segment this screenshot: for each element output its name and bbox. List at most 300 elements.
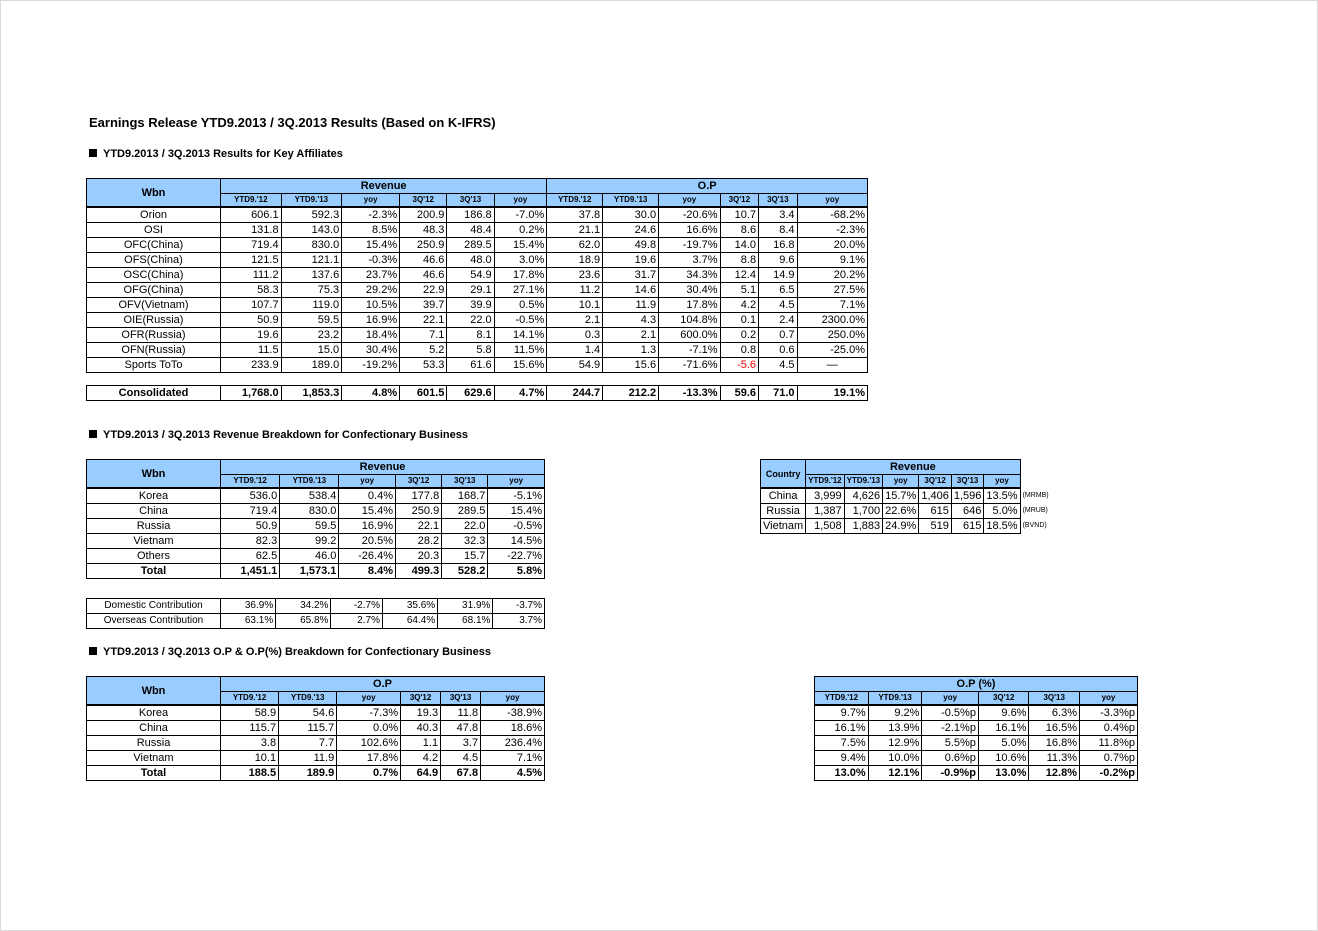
table-cell: 15.4% bbox=[494, 238, 547, 253]
table-cell: 7.1 bbox=[400, 328, 447, 343]
row-label: Domestic Contribution bbox=[87, 599, 221, 614]
column-header: 3Q'13 bbox=[442, 475, 488, 489]
table-cell: 830.0 bbox=[281, 238, 342, 253]
op-breakdown-table bbox=[86, 676, 545, 781]
table-cell: 19.1% bbox=[797, 386, 867, 401]
table-cell: 212.2 bbox=[603, 386, 659, 401]
table-cell: 19.3 bbox=[401, 705, 441, 721]
table-cell: 289.5 bbox=[447, 238, 494, 253]
table-cell: 11.5 bbox=[221, 343, 282, 358]
table-cell: 592.3 bbox=[281, 207, 342, 223]
table-cell: 10.5% bbox=[342, 298, 400, 313]
table-cell: 54.6 bbox=[279, 705, 337, 721]
row-label: China bbox=[761, 488, 806, 504]
table-cell: 250.9 bbox=[396, 504, 442, 519]
affiliates-table bbox=[86, 178, 868, 401]
table-cell: 0.1 bbox=[720, 313, 758, 328]
column-header: yoy bbox=[342, 194, 400, 208]
table-cell: 27.1% bbox=[494, 283, 547, 298]
document-title: Earnings Release YTD9.2013 / 3Q.2013 Results (Based on K-IFRS) bbox=[89, 115, 496, 130]
column-header: 3Q'12 bbox=[400, 194, 447, 208]
table-cell: 5.5%p bbox=[922, 736, 979, 751]
table-cell: 15.7% bbox=[883, 488, 919, 504]
table-cell: 12.4 bbox=[720, 268, 758, 283]
table-cell: 59.6 bbox=[720, 386, 758, 401]
table-row bbox=[87, 283, 868, 298]
table-row bbox=[87, 207, 868, 223]
table-row bbox=[87, 534, 545, 549]
table-cell: 64.9 bbox=[401, 766, 441, 781]
table-cell: 22.6% bbox=[883, 504, 919, 519]
table-cell: 4.5 bbox=[759, 358, 797, 373]
table-cell: 646 bbox=[951, 504, 984, 519]
column-header: 3Q'13 bbox=[447, 194, 494, 208]
table-cell: 9.7% bbox=[815, 705, 869, 721]
table-row bbox=[87, 564, 545, 579]
table-cell: 68.1% bbox=[438, 614, 493, 629]
table-cell: 11.2 bbox=[547, 283, 603, 298]
table-cell: 13.9% bbox=[868, 721, 922, 736]
column-header: yoy bbox=[922, 692, 979, 706]
column-header: YTD9.'13 bbox=[603, 194, 659, 208]
table-cell: 0.6 bbox=[759, 343, 797, 358]
table-cell: 65.8% bbox=[276, 614, 331, 629]
table-cell: 16.6% bbox=[659, 223, 720, 238]
table-cell: 14.5% bbox=[488, 534, 545, 549]
table-row bbox=[761, 504, 1051, 519]
table-cell: 31.9% bbox=[438, 599, 493, 614]
table-row bbox=[815, 705, 1138, 721]
table-cell: 21.1 bbox=[547, 223, 603, 238]
table-cell: -5.1% bbox=[488, 488, 545, 504]
table-cell: 16.8 bbox=[759, 238, 797, 253]
table-row bbox=[87, 223, 868, 238]
table-cell: 15.6 bbox=[603, 358, 659, 373]
table-cell: 104.8% bbox=[659, 313, 720, 328]
table-cell: 19.6 bbox=[603, 253, 659, 268]
table-cell: 10.7 bbox=[720, 207, 758, 223]
table-cell: 9.6 bbox=[759, 253, 797, 268]
table-cell: 20.3 bbox=[396, 549, 442, 564]
section3-heading-text: YTD9.2013 / 3Q.2013 O.P & O.P(%) Breakdown for Confectionary Business bbox=[103, 646, 491, 658]
section3-heading bbox=[89, 646, 491, 658]
table-cell: 11.9 bbox=[279, 751, 337, 766]
table-cell: 39.9 bbox=[447, 298, 494, 313]
table-cell: 48.0 bbox=[447, 253, 494, 268]
table-cell: 9.2% bbox=[868, 705, 922, 721]
row-label: OFN(Russia) bbox=[87, 343, 221, 358]
table-cell: 189.0 bbox=[281, 358, 342, 373]
table-cell: -0.2%p bbox=[1080, 766, 1138, 781]
column-header: yoy bbox=[1080, 692, 1138, 706]
table-row bbox=[815, 751, 1138, 766]
revenue-group-header: Revenue bbox=[806, 460, 1020, 475]
table-row bbox=[87, 766, 545, 781]
column-header: YTD9.'12 bbox=[221, 475, 280, 489]
table-cell: 30.4% bbox=[659, 283, 720, 298]
column-header: 3Q'12 bbox=[919, 475, 952, 489]
table-cell: 27.5% bbox=[797, 283, 867, 298]
bullet-square-icon bbox=[89, 149, 97, 157]
table-cell: 5.8 bbox=[447, 343, 494, 358]
table-cell: 58.9 bbox=[221, 705, 279, 721]
table-cell: 62.5 bbox=[221, 549, 280, 564]
column-header: yoy bbox=[339, 475, 396, 489]
table-cell: 14.6 bbox=[603, 283, 659, 298]
row-label: OFG(China) bbox=[87, 283, 221, 298]
table-cell: 22.1 bbox=[396, 519, 442, 534]
column-header: yoy bbox=[984, 475, 1020, 489]
table-cell: 5.0% bbox=[984, 504, 1020, 519]
table-cell: 24.9% bbox=[883, 519, 919, 534]
table-cell: -19.2% bbox=[342, 358, 400, 373]
column-header: YTD9.'13 bbox=[280, 475, 339, 489]
column-header: yoy bbox=[883, 475, 919, 489]
table-cell: 49.8 bbox=[603, 238, 659, 253]
column-header: YTD9.'13 bbox=[279, 692, 337, 706]
table-row bbox=[87, 268, 868, 283]
table-cell: -71.6% bbox=[659, 358, 720, 373]
table-cell: 15.4% bbox=[339, 504, 396, 519]
unit-label: (MRMB) bbox=[1022, 491, 1049, 499]
table-cell: 536.0 bbox=[221, 488, 280, 504]
table-cell: 23.7% bbox=[342, 268, 400, 283]
table-cell: -3.7% bbox=[493, 599, 545, 614]
row-label: Total bbox=[87, 766, 221, 781]
table-row bbox=[87, 614, 545, 629]
column-header: YTD9.'12 bbox=[547, 194, 603, 208]
table-cell: 40.3 bbox=[401, 721, 441, 736]
table-cell: 30.4% bbox=[342, 343, 400, 358]
column-header: yoy bbox=[481, 692, 545, 706]
table-cell: 23.6 bbox=[547, 268, 603, 283]
bullet-square-icon bbox=[89, 647, 97, 655]
row-label: OFS(China) bbox=[87, 253, 221, 268]
table-cell: 3.7% bbox=[659, 253, 720, 268]
table-cell: -7.0% bbox=[494, 207, 547, 223]
table-cell: 4.3 bbox=[603, 313, 659, 328]
table-cell: 82.3 bbox=[221, 534, 280, 549]
table-cell: -20.6% bbox=[659, 207, 720, 223]
table-cell: 4.2 bbox=[401, 751, 441, 766]
table-cell: 606.1 bbox=[221, 207, 282, 223]
column-header: 3Q'12 bbox=[396, 475, 442, 489]
table-cell: 244.7 bbox=[547, 386, 603, 401]
column-header: 3Q'12 bbox=[978, 692, 1029, 706]
table-cell: -0.3% bbox=[342, 253, 400, 268]
column-header: YTD9.'12 bbox=[815, 692, 869, 706]
table-cell: 200.9 bbox=[400, 207, 447, 223]
table-cell: 1,596 bbox=[951, 488, 984, 504]
column-header: yoy bbox=[659, 194, 720, 208]
table-cell: -22.7% bbox=[488, 549, 545, 564]
table-cell: 10.1 bbox=[547, 298, 603, 313]
table-cell: 0.4%p bbox=[1080, 721, 1138, 736]
table-cell: 4.8% bbox=[342, 386, 400, 401]
table-cell: 61.6 bbox=[447, 358, 494, 373]
table-cell: 46.0 bbox=[280, 549, 339, 564]
table-cell: 8.5% bbox=[342, 223, 400, 238]
table-cell: 6.5 bbox=[759, 283, 797, 298]
table-cell: 4.2 bbox=[720, 298, 758, 313]
table-cell: 9.4% bbox=[815, 751, 869, 766]
table-cell: 54.9 bbox=[547, 358, 603, 373]
table-cell: 16.1% bbox=[978, 721, 1029, 736]
table-cell: 601.5 bbox=[400, 386, 447, 401]
table-cell: 289.5 bbox=[442, 504, 488, 519]
table-cell: 107.7 bbox=[221, 298, 282, 313]
table-row bbox=[87, 313, 868, 328]
table-cell: 1,768.0 bbox=[221, 386, 282, 401]
table-cell: 24.6 bbox=[603, 223, 659, 238]
column-header: YTD9.'12 bbox=[221, 692, 279, 706]
table-cell: 6.3% bbox=[1029, 705, 1080, 721]
table-cell: 1,406 bbox=[919, 488, 952, 504]
table-row bbox=[815, 736, 1138, 751]
table-cell: 64.4% bbox=[382, 614, 437, 629]
table-cell: 615 bbox=[919, 504, 952, 519]
row-label: OFC(China) bbox=[87, 238, 221, 253]
table-cell: 8.1 bbox=[447, 328, 494, 343]
table-cell: 15.6% bbox=[494, 358, 547, 373]
table-cell: 3.7 bbox=[441, 736, 481, 751]
table-cell: 2.7% bbox=[331, 614, 383, 629]
row-label: OFR(Russia) bbox=[87, 328, 221, 343]
table-cell: 10.0% bbox=[868, 751, 922, 766]
table-cell: 59.5 bbox=[281, 313, 342, 328]
unit-label: (MRUB) bbox=[1022, 507, 1048, 514]
table-cell: -2.3% bbox=[797, 223, 867, 238]
table-cell: 7.1% bbox=[481, 751, 545, 766]
table-cell: 63.1% bbox=[221, 614, 276, 629]
column-header: 3Q'12 bbox=[401, 692, 441, 706]
table-cell: 50.9 bbox=[221, 519, 280, 534]
table-cell: 629.6 bbox=[447, 386, 494, 401]
table-cell: 1,451.1 bbox=[221, 564, 280, 579]
op-percent-group-header: O.P (%) bbox=[815, 677, 1138, 692]
table-cell: 236.4% bbox=[481, 736, 545, 751]
table-cell: -25.0% bbox=[797, 343, 867, 358]
table-cell: 115.7 bbox=[279, 721, 337, 736]
table-cell: 5.2 bbox=[400, 343, 447, 358]
section2-heading-text: YTD9.2013 / 3Q.2013 Revenue Breakdown for Confectionary Business bbox=[103, 429, 468, 441]
table-cell: 14.0 bbox=[720, 238, 758, 253]
table-row bbox=[87, 721, 545, 736]
table-cell: 15.7 bbox=[442, 549, 488, 564]
table-row bbox=[815, 721, 1138, 736]
table-row bbox=[87, 751, 545, 766]
table-cell: 22.0 bbox=[447, 313, 494, 328]
op-percent-table bbox=[814, 676, 1138, 781]
row-header: Wbn bbox=[87, 460, 221, 489]
table-cell: 46.6 bbox=[400, 253, 447, 268]
table-cell: 250.9 bbox=[400, 238, 447, 253]
table-cell: 7.1% bbox=[797, 298, 867, 313]
table-cell: -2.7% bbox=[331, 599, 383, 614]
table-cell: -13.3% bbox=[659, 386, 720, 401]
row-label: OFV(Vietnam) bbox=[87, 298, 221, 313]
table-cell: 5.8% bbox=[488, 564, 545, 579]
table-cell: 16.5% bbox=[1029, 721, 1080, 736]
table-cell: -0.5% bbox=[494, 313, 547, 328]
table-cell: 22.0 bbox=[442, 519, 488, 534]
table-row bbox=[761, 488, 1051, 504]
table-cell: 35.6% bbox=[382, 599, 437, 614]
table-cell: 20.0% bbox=[797, 238, 867, 253]
table-cell: 137.6 bbox=[281, 268, 342, 283]
table-cell: 5.0% bbox=[978, 736, 1029, 751]
table-cell: 0.7% bbox=[337, 766, 401, 781]
table-cell: 1,508 bbox=[806, 519, 844, 534]
table-cell: 4.7% bbox=[494, 386, 547, 401]
table-cell: 0.7 bbox=[759, 328, 797, 343]
table-cell: 0.8 bbox=[720, 343, 758, 358]
table-cell: -68.2% bbox=[797, 207, 867, 223]
table-cell: 188.5 bbox=[221, 766, 279, 781]
table-cell: 14.1% bbox=[494, 328, 547, 343]
table-cell: 20.2% bbox=[797, 268, 867, 283]
row-label: Vietnam bbox=[761, 519, 806, 534]
table-cell: 2.1 bbox=[603, 328, 659, 343]
row-header: Wbn bbox=[87, 179, 221, 208]
revenue-group-header: Revenue bbox=[221, 460, 545, 475]
row-label: Overseas Contribution bbox=[87, 614, 221, 629]
table-cell: 20.5% bbox=[339, 534, 396, 549]
table-cell: 719.4 bbox=[221, 504, 280, 519]
table-cell: 53.3 bbox=[400, 358, 447, 373]
row-label: China bbox=[87, 721, 221, 736]
table-cell: 4,626 bbox=[844, 488, 882, 504]
table-cell: 16.8% bbox=[1029, 736, 1080, 751]
table-cell: -38.9% bbox=[481, 705, 545, 721]
column-header-row bbox=[815, 692, 1138, 706]
table-cell: 18.5% bbox=[984, 519, 1020, 534]
table-cell: — bbox=[797, 358, 867, 373]
table-cell: -3.3%p bbox=[1080, 705, 1138, 721]
column-header: yoy bbox=[337, 692, 401, 706]
table-cell: 99.2 bbox=[280, 534, 339, 549]
table-cell: 3.0% bbox=[494, 253, 547, 268]
spacer-row bbox=[87, 373, 868, 386]
column-header: yoy bbox=[494, 194, 547, 208]
local-currency-table bbox=[760, 459, 1051, 534]
column-header: yoy bbox=[488, 475, 545, 489]
row-label: China bbox=[87, 504, 221, 519]
table-cell: 47.8 bbox=[441, 721, 481, 736]
table-cell: 34.2% bbox=[276, 599, 331, 614]
table-cell: 8.4% bbox=[339, 564, 396, 579]
table-row bbox=[87, 386, 868, 401]
table-cell: -2.3% bbox=[342, 207, 400, 223]
column-header: 3Q'12 bbox=[720, 194, 758, 208]
table-cell: -5.6 bbox=[720, 358, 758, 373]
table-cell: -26.4% bbox=[339, 549, 396, 564]
table-cell: -0.9%p bbox=[922, 766, 979, 781]
table-cell: 11.5% bbox=[494, 343, 547, 358]
table-cell: 9.1% bbox=[797, 253, 867, 268]
table-cell: 0.2% bbox=[494, 223, 547, 238]
column-header: YTD9.'13 bbox=[868, 692, 922, 706]
table-cell: 0.5% bbox=[494, 298, 547, 313]
table-cell: 10.6% bbox=[978, 751, 1029, 766]
table-cell: 32.3 bbox=[442, 534, 488, 549]
table-cell: 75.3 bbox=[281, 283, 342, 298]
table-cell: 12.1% bbox=[868, 766, 922, 781]
table-row bbox=[87, 328, 868, 343]
table-cell: 0.0% bbox=[337, 721, 401, 736]
row-label: Russia bbox=[87, 519, 221, 534]
table-cell: 34.3% bbox=[659, 268, 720, 283]
op-group-header: O.P bbox=[221, 677, 545, 692]
table-cell: 7.7 bbox=[279, 736, 337, 751]
table-cell: 23.2 bbox=[281, 328, 342, 343]
row-label: Vietnam bbox=[87, 534, 221, 549]
table-cell: -2.1%p bbox=[922, 721, 979, 736]
table-row bbox=[761, 519, 1051, 534]
table-cell: 11.3% bbox=[1029, 751, 1080, 766]
table-cell: 499.3 bbox=[396, 564, 442, 579]
table-cell: 7.5% bbox=[815, 736, 869, 751]
table-cell: 29.2% bbox=[342, 283, 400, 298]
table-cell: 143.0 bbox=[281, 223, 342, 238]
table-cell: 1,387 bbox=[806, 504, 844, 519]
contribution-table bbox=[86, 598, 545, 629]
table-cell: 1.4 bbox=[547, 343, 603, 358]
table-row bbox=[87, 549, 545, 564]
column-header: YTD9.'13 bbox=[844, 475, 882, 489]
table-cell: -19.7% bbox=[659, 238, 720, 253]
table-cell: 1,853.3 bbox=[281, 386, 342, 401]
table-cell: 0.6%p bbox=[922, 751, 979, 766]
table-cell: 1,700 bbox=[844, 504, 882, 519]
table-cell: 50.9 bbox=[221, 313, 282, 328]
table-cell: 3.8 bbox=[221, 736, 279, 751]
table-cell: 19.6 bbox=[221, 328, 282, 343]
table-cell: 186.8 bbox=[447, 207, 494, 223]
table-cell: 15.0 bbox=[281, 343, 342, 358]
table-cell: 16.9% bbox=[339, 519, 396, 534]
table-row bbox=[87, 343, 868, 358]
table-cell: 519 bbox=[919, 519, 952, 534]
table-cell: -0.5% bbox=[488, 519, 545, 534]
table-cell: 46.6 bbox=[400, 268, 447, 283]
row-label: Korea bbox=[87, 488, 221, 504]
table-cell: 4.5 bbox=[759, 298, 797, 313]
table-row bbox=[87, 488, 545, 504]
op-group-header: O.P bbox=[547, 179, 868, 194]
table-cell: 18.4% bbox=[342, 328, 400, 343]
column-header: YTD9.'12 bbox=[221, 194, 282, 208]
table-cell: 0.3 bbox=[547, 328, 603, 343]
table-cell: 29.1 bbox=[447, 283, 494, 298]
row-label: Vietnam bbox=[87, 751, 221, 766]
table-cell: 62.0 bbox=[547, 238, 603, 253]
table-cell: 4.5 bbox=[441, 751, 481, 766]
table-cell: 16.9% bbox=[342, 313, 400, 328]
table-cell: 5.1 bbox=[720, 283, 758, 298]
table-cell: -7.1% bbox=[659, 343, 720, 358]
table-cell: 9.6% bbox=[978, 705, 1029, 721]
revenue-breakdown-table bbox=[86, 459, 545, 579]
table-cell: 17.8% bbox=[337, 751, 401, 766]
table-cell: 121.5 bbox=[221, 253, 282, 268]
table-cell: 538.4 bbox=[280, 488, 339, 504]
table-cell: 4.5% bbox=[481, 766, 545, 781]
table-cell: 18.6% bbox=[481, 721, 545, 736]
table-cell: 18.9 bbox=[547, 253, 603, 268]
column-header: YTD9.'13 bbox=[281, 194, 342, 208]
table-cell: 2.1 bbox=[547, 313, 603, 328]
